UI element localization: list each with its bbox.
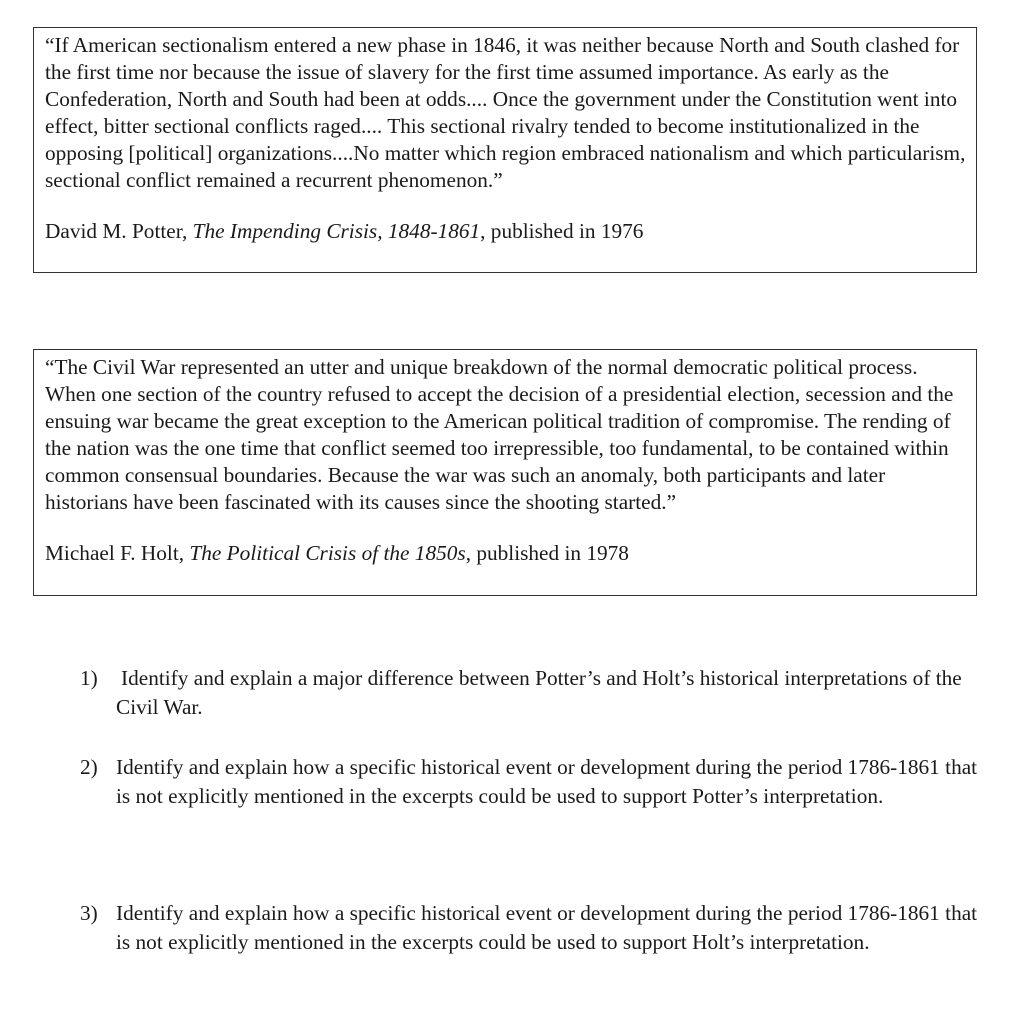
question-number: 1) (80, 666, 98, 690)
question-item (80, 753, 980, 811)
citation-work-title: The Political Crisis of the 1850s (189, 541, 466, 565)
citation-work-title: The Impending Crisis, 1848-1861 (192, 219, 481, 243)
citation-published: , published in 1976 (480, 219, 644, 243)
excerpt-citation (45, 540, 966, 567)
question-item (80, 899, 980, 957)
excerpt-quote: “If American sectionalism entered a new phase in 1846, it was neither because North and South clashed for the first time nor because the issue of slavery for the first time assumed importance. As early as the Confederation, North and South had been at odds.... Once the government under the Constitution went into effect, bitter sectional conflicts raged.... This sectional rivalry tended to become institutionalized in the opposing [political] organizations....No matter which region embraced nationalism and which particularism, sectional conflict remained a recurrent phenomenon.” (45, 33, 966, 192)
excerpt-box-potter (33, 27, 977, 273)
citation-author: David M. Potter, (45, 219, 188, 243)
question-number: 3) (80, 901, 98, 925)
question-text: Identify and explain how a specific historical event or development during the period 1786-1861 that is not explicitly mentioned in the excerpts could be used to support Holt’s interpretation. (116, 901, 978, 954)
question-item (80, 664, 980, 722)
excerpt-quote: “The Civil War represented an utter and unique breakdown of the normal democratic political process. When one section of the country refused to accept the decision of a presidential election, secession and the ensuing war became the great exception to the American political tradition of compromise. The rending of the nation was the one time that conflict seemed too irrepressible, too fundamental, to be contained within common consensual boundaries. Because the war was such an anomaly, both participants and later historians have been fascinated with its causes since the shooting started.” (45, 355, 954, 514)
excerpt-box-holt (33, 349, 977, 596)
citation-published: , published in 1978 (465, 541, 629, 565)
excerpt-citation (45, 218, 966, 245)
citation-author: Michael F. Holt, (45, 541, 185, 565)
question-text: Identify and explain how a specific historical event or development during the period 1786-1861 that is not explicitly mentioned in the excerpts could be used to support Potter’s interpretation. (116, 755, 978, 808)
question-text: Identify and explain a major difference between Potter’s and Holt’s historical interpretations of the Civil War. (116, 666, 962, 719)
question-number: 2) (80, 755, 98, 779)
